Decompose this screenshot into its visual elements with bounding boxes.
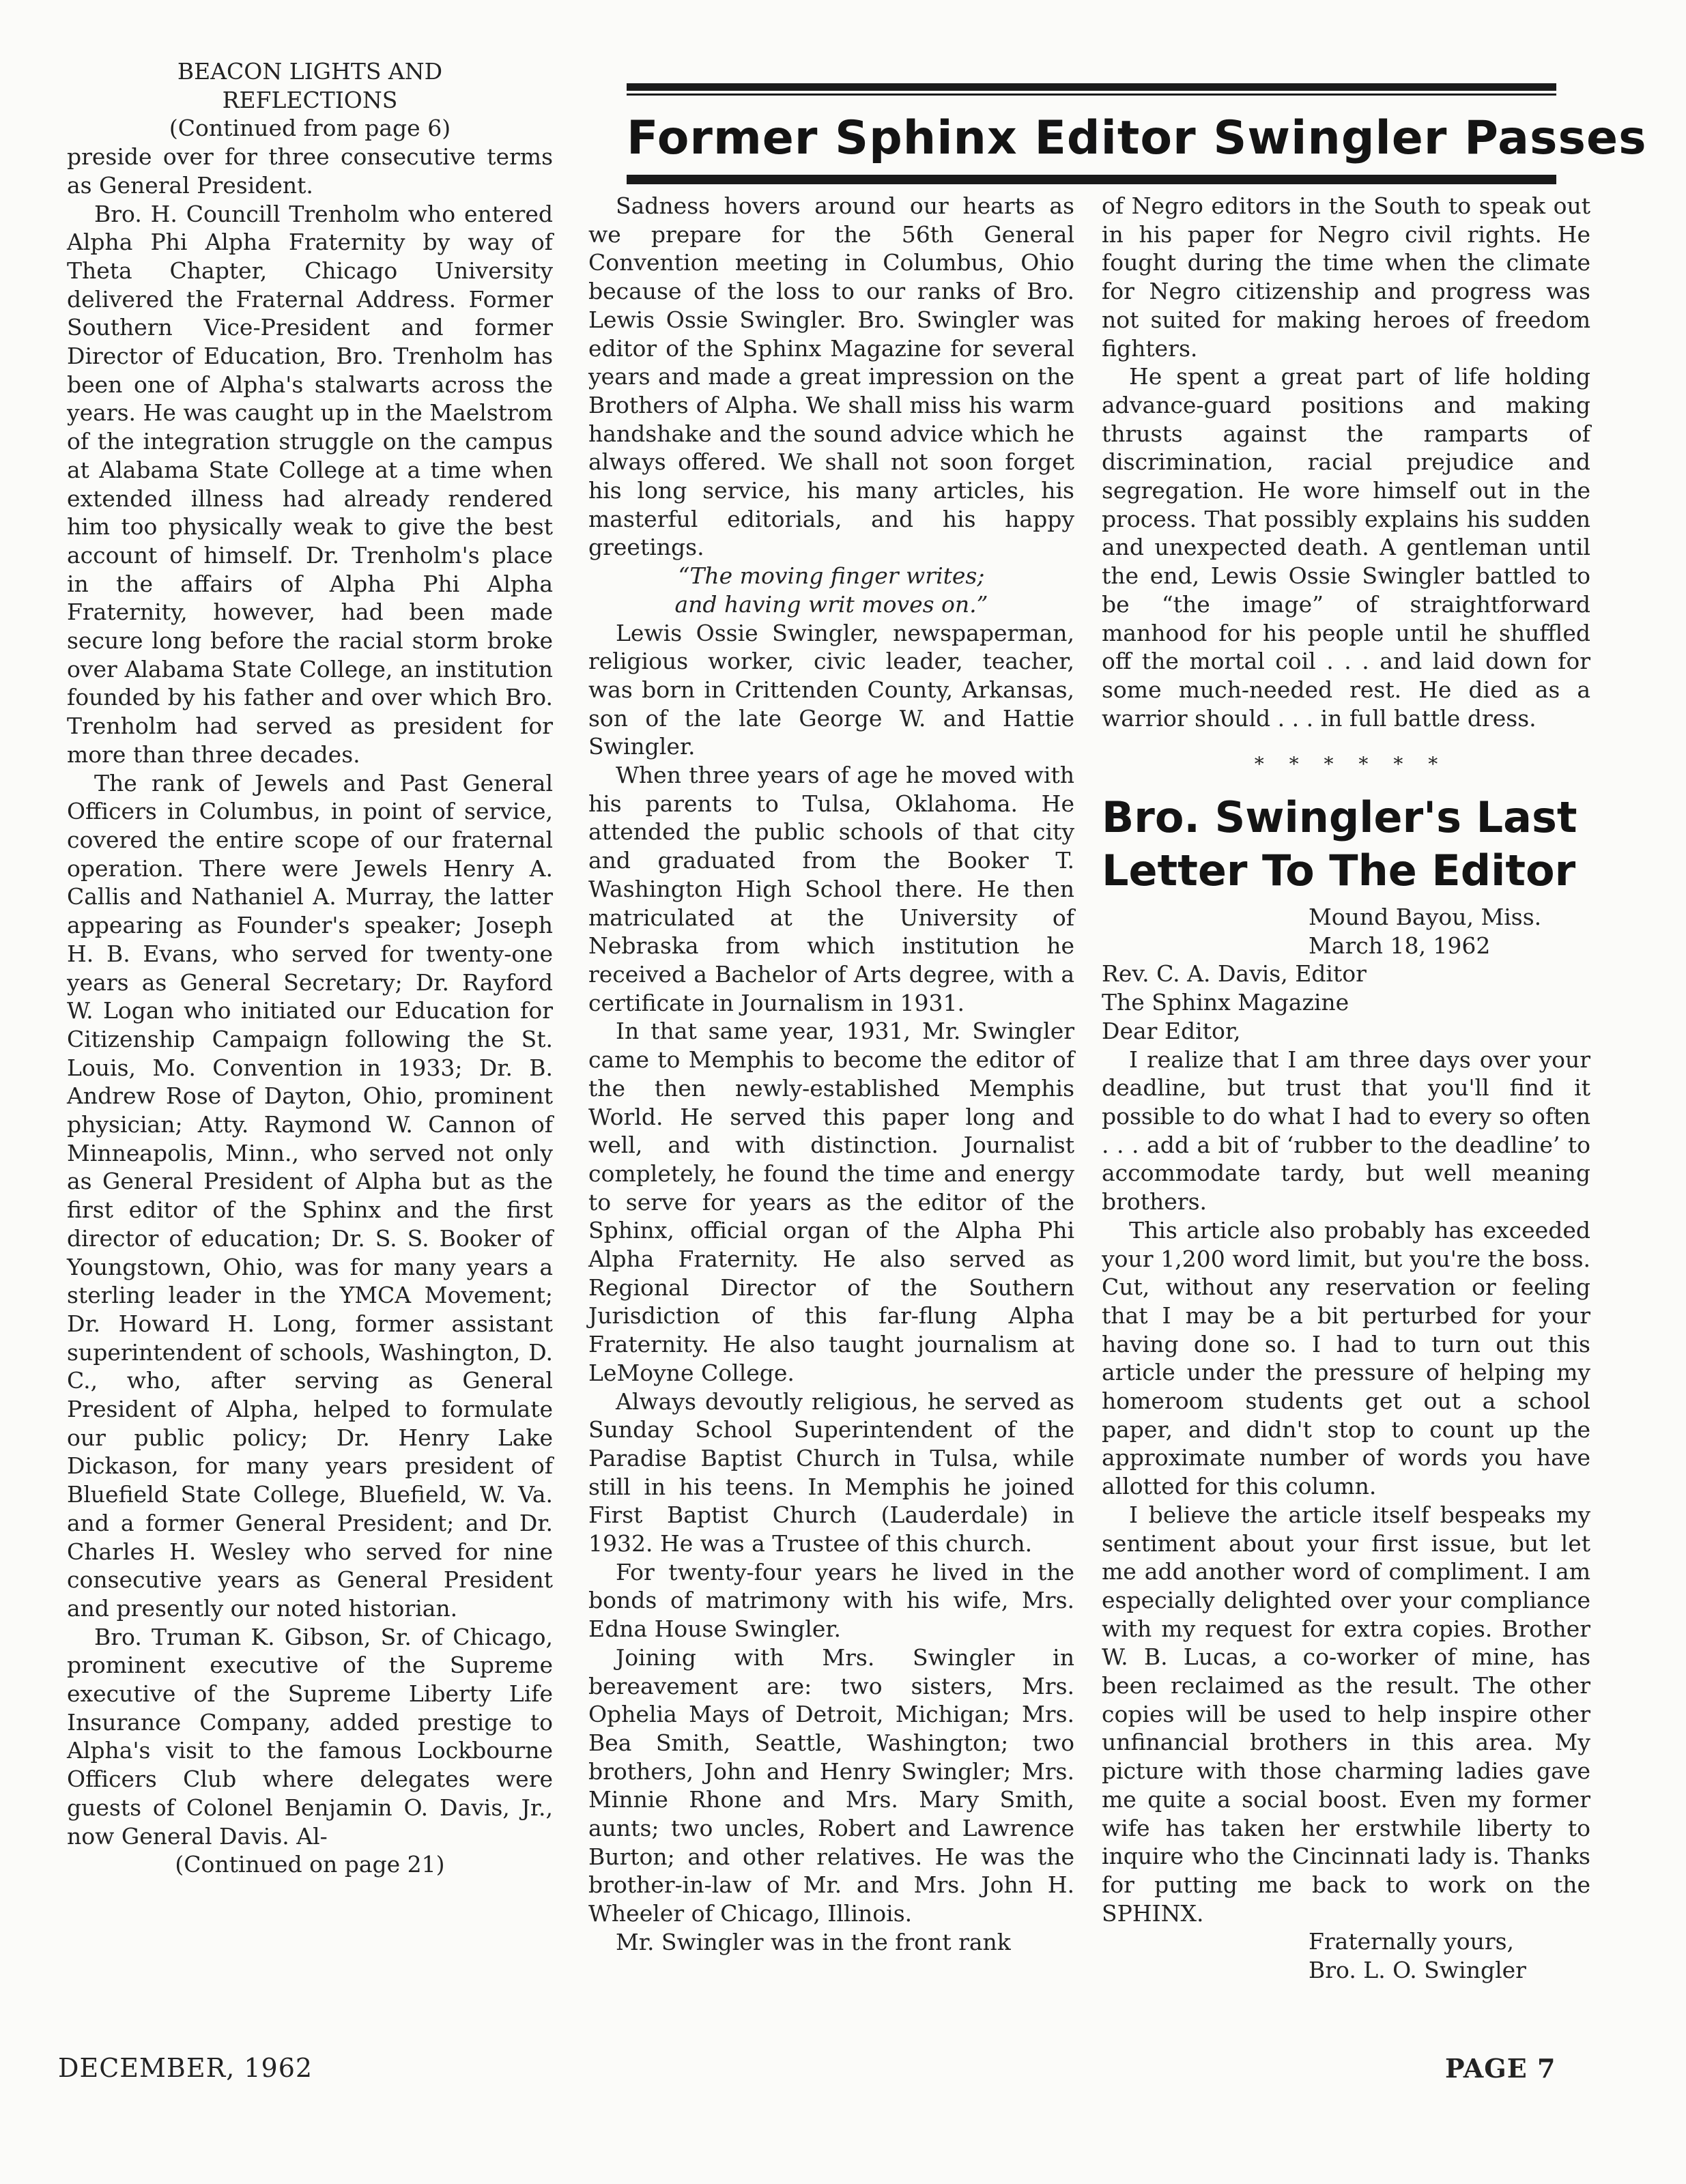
letter-paragraph: I realize that I am three days over your deadline, but trust that you'll find it possible to do what I had to every so often . . . add a bit of ‘rubber to the deadline’ to accommodate tardy, but well meaning brothers.	[1102, 1046, 1590, 1216]
section-header-line2: REFLECTIONS	[222, 86, 398, 113]
headline: Former Sphinx Editor Swingler Passes	[627, 111, 1647, 165]
column-2	[588, 192, 1074, 1957]
rule-top-thin	[627, 94, 1556, 96]
paragraph: For twenty-four years he lived in the bonds of matrimony with his wife, Mrs. Edna House Swingler.	[588, 1558, 1074, 1643]
addressee-line: The Sphinx Magazine	[1102, 989, 1349, 1016]
paragraph: Always devoutly religious, he served as Sunday School Superintendent of the Paradise Baptist Church in Tulsa, while still in his teens. In Memphis he joined First Baptist Church (Lauderdale) in 1932. He was a Trustee of this church.	[588, 1388, 1074, 1557]
letter-title	[1102, 791, 1590, 897]
paragraph: Mr. Swingler was in the front rank	[616, 1928, 1011, 1955]
continued-from-note: (Continued from page 6)	[169, 115, 451, 142]
paragraph: preside over for three consecutive terms as General President.	[67, 143, 553, 199]
continued-on-note: (Continued on page 21)	[175, 1851, 445, 1878]
paragraph: He spent a great part of life holding advance-guard positions and making thrusts against the ramparts of discrimination, racial prejudice and segregation. He wore himself out in the process. That possibly explains his sudden and unexpected death. A gentleman until the end, Lewis Ossie Swingler battled to be “the image” of straightforward manhood for his people until he shuffled off the mortal coil . . . and laid down for some much-needed rest. He died as a warrior should . . . in full battle dress.	[1102, 363, 1590, 732]
paragraph: of Negro editors in the South to speak out in his paper for Negro civil rights. He fought during the time when the climate for Negro citizenship and progress was not suited for making heroes of freedom fighters.	[1102, 192, 1590, 362]
paragraph: Joining with Mrs. Swingler in bereavement are: two sisters, Mrs. Ophelia Mays of Detroit, Michigan; Mrs. Bea Smith, Seattle, Washington; two brothers, John and Henry Swingler; Mrs. Minnie Rhone and Mrs. Mary Smith, aunts; two uncles, Robert and Lawrence Burton; and other relatives. He was the brother-in-law of Mr. and Mrs. John H. Wheeler of Chicago, Illinois.	[588, 1643, 1074, 1927]
section-header-line1: BEACON LIGHTS AND	[177, 58, 443, 85]
headline-block	[627, 83, 1647, 184]
verse-line: and having writ moves on.”	[674, 590, 988, 618]
letter-title-line2: Letter To The Editor	[1102, 846, 1576, 896]
addressee-line: Rev. C. A. Davis, Editor	[1102, 960, 1367, 988]
letter-title-line1: Bro. Swingler's Last	[1102, 792, 1577, 843]
letter-paragraph: This article also probably has exceeded your 1,200 word limit, but you're the boss. Cut, without any reservation or feeling that I may be a bit perturbed for your having done so. I had to turn out this article under the pressure of helping my homeroom students get out a school paper, and didn't stop to count up the approximate number of words you have allotted for this column.	[1102, 1216, 1590, 1500]
rule-bottom-thick	[627, 177, 1556, 184]
letter-date: March 18, 1962	[1309, 932, 1491, 959]
footer-page-number: PAGE 7	[1445, 2053, 1556, 2084]
letter-closing: Fraternally yours,	[1309, 1928, 1515, 1955]
paragraph: Lewis Ossie Swingler, newspaperman, religious worker, civic leader, teacher, was born in Crittenden County, Arkansas, son of the late George W. and Hattie Swingler.	[588, 619, 1074, 760]
paragraph: Bro. H. Councill Trenholm who entered Alpha Phi Alpha Fraternity by way of Theta Chapter, Chicago University delivered the Fraternal Address. Former Southern Vice-President and former Director of Education, Bro. Trenholm has been one of Alpha's stalwarts across the years. He was caught up in the Maelstrom of the integration struggle on the campus at Alabama State College at a time when extended illness had already rendered him too physically weak to give the best account of himself. Dr. Trenholm's place in the affairs of Alpha Phi Alpha Fraternity, however, had been made secure long before the racial storm broke over Alabama State College, an institution founded by his father and over which Bro. Trenholm had served as president for more than three decades.	[67, 200, 553, 768]
letter-paragraph: I believe the article itself bespeaks my sentiment about your first issue, but let me add another word of compliment. I am especially delighted over your compliance with my request for extra copies. Brother W. B. Lucas, a co-worker of mine, has been reclaimed as the result. The other copies will be used to help inspire other unfinancial brothers in this area. My picture with those charming ladies gave me quite a social boost. Even my former wife has taken her erstwhile liberty to inquire who the Cincinnati lady is. Thanks for putting me back to work on the SPHINX.	[1102, 1501, 1590, 1927]
paragraph: The rank of Jewels and Past General Officers in Columbus, in point of service, covered the entire scope of our fraternal operation. There were Jewels Henry A. Callis and Nathaniel A. Murray, the latter appearing as Founder's speaker; Joseph H. B. Evans, who served for twenty-one years as General Secretary; Dr. Rayford W. Logan who initiated our Education for Citizenship Campaign following the St. Louis, Mo. Convention in 1933; Dr. B. Andrew Rose of Dayton, Ohio, prominent physician; Atty. Raymond W. Cannon of Minneapolis, Minn., who served not only as General President of Alpha but as the first editor of the Sphinx and the first director of education; Dr. S. S. Booker of Youngstown, Ohio, was for many years a sterling leader in the YMCA Movement; Dr. Howard H. Long, former assistant superintendent of schools, Washington, D. C., who, after serving as General President of Alpha, helped to formulate our public policy; Dr. Henry Lake Dickason, for many years president of Bluefield State College, Bluefield, W. Va. and a former General President; and Dr. Charles H. Wesley who served for nine consecutive years as General President and presently our noted historian.	[67, 769, 553, 1622]
separator-stars: * * * * * *	[1254, 753, 1438, 776]
letter-signature: Bro. L. O. Swingler	[1309, 1957, 1526, 1984]
footer-date: DECEMBER, 1962	[58, 2053, 313, 2083]
letter-place: Mound Bayou, Miss.	[1309, 904, 1542, 931]
column-3	[1102, 192, 1590, 1985]
paragraph: Bro. Truman K. Gibson, Sr. of Chicago, prominent executive of the Supreme executive of the Supreme Liberty Life Insurance Company, added prestige to Alpha's visit to the famous Lockbourne Officers Club where delegates were guests of Colonel Benjamin O. Davis, Jr., now General Davis. Al-	[67, 1623, 553, 1850]
section-header	[67, 57, 553, 114]
salutation: Dear Editor,	[1102, 1017, 1241, 1044]
paragraph: In that same year, 1931, Mr. Swingler came to Memphis to become the editor of the then newly-established Memphis World. He served this paper long and well, and with distinction. Journalist completely, he found the time and energy to serve for years as the editor of the Sphinx, official organ of the Alpha Phi Alpha Fraternity. He also served as Regional Director of the Southern Jurisdiction of this far-flung Alpha Fraternity. He also taught journalism at LeMoyne College.	[588, 1018, 1074, 1386]
paragraph: Sadness hovers around our hearts as we prepare for the 56th General Convention meeting in Columbus, Ohio because of the loss to our ranks of Bro. Lewis Ossie Swingler. Bro. Swingler was editor of the Sphinx Magazine for several years and made a great impression on the Brothers of Alpha. We shall miss his warm handshake and the sound advice which he always offered. We shall not soon forget his long service, his many articles, his masterful editorials, and his happy greetings.	[588, 192, 1074, 561]
column-1	[67, 57, 553, 1879]
verse-line: “The moving finger writes;	[678, 562, 985, 590]
rule-top-thick	[627, 83, 1556, 91]
paragraph: When three years of age he moved with his parents to Tulsa, Oklahoma. He attended the public schools of that city and graduated from the Booker T. Washington High School there. He then matriculated at the University of Nebraska from which institution he received a Bachelor of Arts degree, with a certificate in Journalism in 1931.	[588, 762, 1074, 1016]
